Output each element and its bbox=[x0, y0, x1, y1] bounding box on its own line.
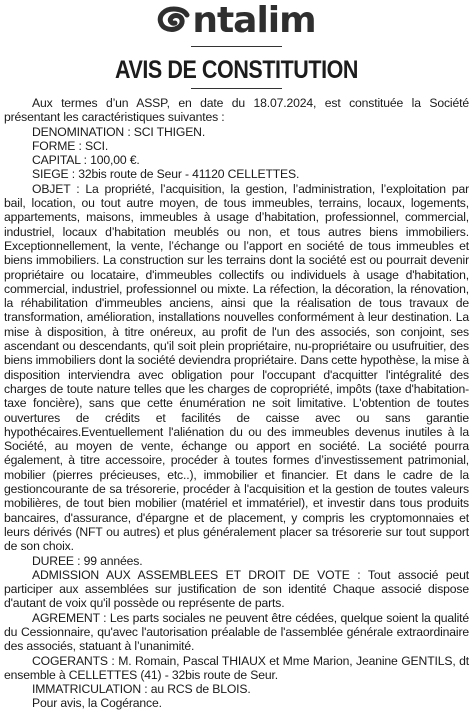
agrement-paragraph: AGREMENT : Les parts sociales ne peuvent être cédées, quelque soient la qualité du Cessionnaire, qu'avec l'autorisation préalable de l'assemblée générale extraordinaire des associés, statuant à l’unanimité. bbox=[4, 610, 469, 654]
signature-line: Pour avis, la Cogérance. bbox=[32, 696, 162, 711]
logo-swirl-icon bbox=[157, 6, 191, 37]
duree-line: DUREE : 99 années. bbox=[32, 553, 143, 568]
cogerants-paragraph: COGERANTS : M. Romain, Pascal THIAUX et Mme Marion, Jeanine GENTILS, dt ensemble à CELLETTES (41) - 32bis route de Seur. bbox=[4, 653, 469, 682]
forme-line: FORME : SCI. bbox=[32, 138, 109, 153]
notice-body bbox=[4, 96, 469, 711]
intro-paragraph: Aux termes d’un ASSP, en date du 18.07.2024, est constituée la Société présentant les caractéristiques suivantes : bbox=[4, 96, 469, 125]
logo-wordmark: ntalim bbox=[192, 0, 316, 41]
denomination-line: DENOMINATION : SCI THIGEN. bbox=[32, 124, 206, 139]
siege-line: SIEGE : 32bis route de Seur - 41120 CELLETTES. bbox=[32, 167, 300, 182]
title-rule-top bbox=[191, 46, 282, 47]
publisher-logo bbox=[0, 2, 473, 40]
capital-line: CAPITAL : 100,00 €. bbox=[32, 153, 140, 168]
immatriculation-line: IMMATRICULATION : au RCS de BLOIS. bbox=[32, 682, 251, 697]
objet-paragraph: OBJET : La propriété, l’acquisition, la gestion, l’administration, l’exploitation par bail, location, ou tout autre moyen, de tous immeubles, terrains, locaux, logements, appartements, maisons, immeubles à usage d’habitation, professionnel, commercial, industriel, locaux d’habitation meublés ou non, et tous autres biens immobiliers. Exceptionnellement, la vente, l’échange ou l’apport en société de tous immeubles et biens immobiliers. La construction sur les terrains dont la société est ou pourrait devenir propriétaire ou locataire, d'immeubles collectifs ou individuels à usage d'habitation, commercial, industriel, professionnel ou mixte. La réfection, la décoration, la rénovation, la réhabilitation d'immeubles anciens, ainsi que la réalisation de tous travaux de transformation, amélioration, installations nouvelles conformément à leur destination. La mise à disposition, à titre onéreux, au profit de l'un des associés, son conjoint, ses ascendant ou descendants, qu'il soit plein propriétaire, nu-propriétaire ou usufruitier, des biens immobiliers dont la société deviendra propriétaire. Dans cette hypothèse, la mise à disposition interviendra avec obligation pour l'occupant d'acquitter l'intégralité des charges de toute nature telles que les charges de copropriété, impôts (taxe d'habitation-taxe foncière), sans que cette énumération ne soit limitative. L'obtention de toutes ouvertures de crédits et facilités de caisse avec ou sans garantie hypothécaires.Eventuellement l'aliénation du ou des immeubles devenus inutiles à la Société, au moyen de vente, échange ou apport en société. La société pourra également, à titre accessoire, procéder à toutes formes d’investissement patrimonial, mobilier (pierres précieuses, etc..), immobilier et financier. Et dans le cadre de la gestioncourante de sa trésorerie, procéder à l'acquisition et la gestion de toutes valeurs mobilières, de tout bien mobilier (matériel et immatériel), et investir dans tous produits bancaires, d'assurance, d'épargne et de placement, y compris les cryptomonnaies et leurs dérivés (NFT ou autres) et plus généralement placer sa trésorerie sur tout support de son choix. bbox=[4, 181, 469, 554]
notice-title: AVIS DE CONSTITUTION bbox=[114, 56, 359, 84]
title-rule-bottom bbox=[191, 88, 282, 89]
admission-paragraph: ADMISSION AUX ASSEMBLEES ET DROIT DE VOTE : Tout associé peut participer aux assemblées sur justification de son identité Chaque associé dispose d'autant de voix qu'il possède ou représente de parts. bbox=[4, 567, 469, 611]
